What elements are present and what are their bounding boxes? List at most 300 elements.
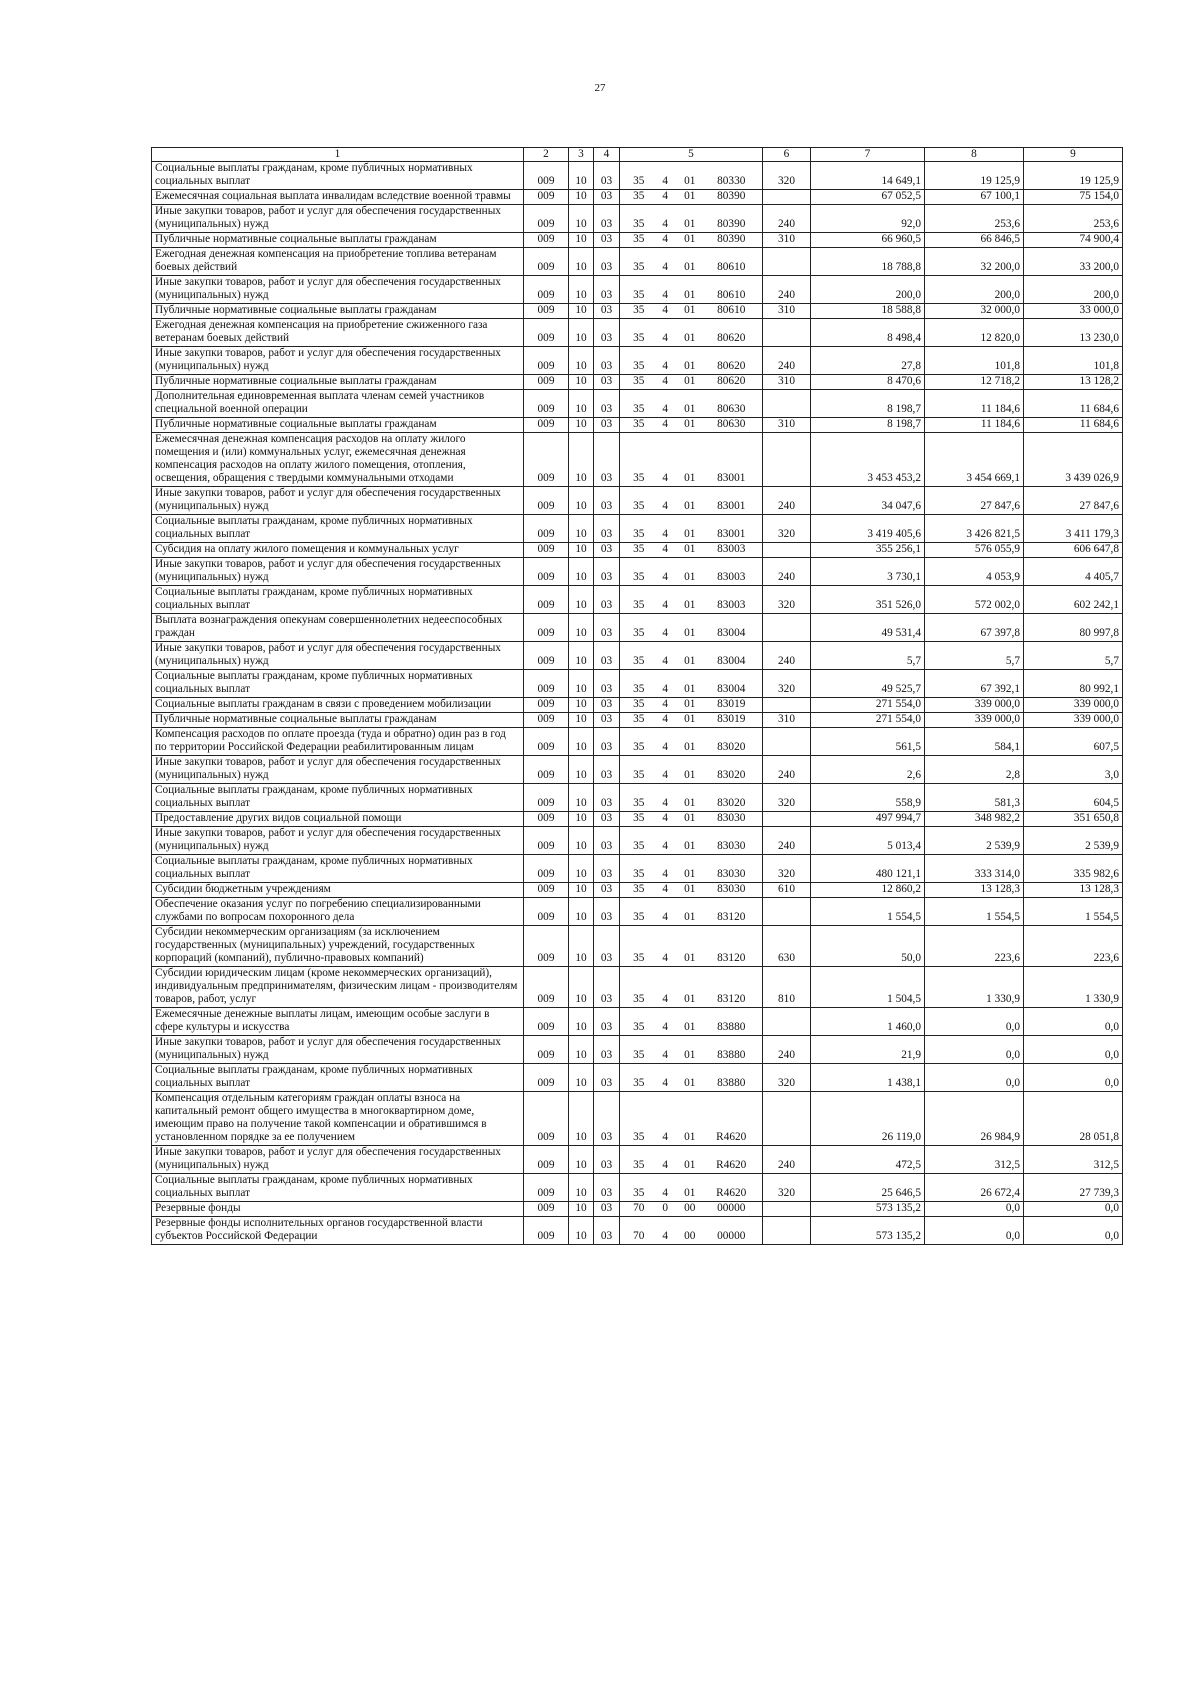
table-row <box>152 190 1123 205</box>
code-target-part: 83120 <box>717 993 746 1005</box>
code-subsection: 03 <box>594 304 620 319</box>
amount-col9: 312,5 <box>1024 1146 1123 1174</box>
code-subsection: 03 <box>594 614 620 642</box>
code-target-part: 80620 <box>717 360 746 372</box>
code-target-part: 35 <box>633 1049 645 1061</box>
table-row <box>152 304 1123 319</box>
amount-col8: 581,3 <box>925 784 1024 812</box>
row-name: Иные закупки товаров, работ и услуг для обеспечения государственных (муниципальных) нужд <box>152 1036 524 1064</box>
amount-col9: 606 647,8 <box>1024 543 1123 558</box>
code-target-part: 35 <box>633 993 645 1005</box>
code-subsection: 03 <box>594 558 620 586</box>
code-expense-type <box>763 1202 811 1217</box>
code-ministry: 009 <box>524 1064 569 1092</box>
code-target-part: 4 <box>662 840 669 852</box>
code-target-part: 4 <box>662 375 669 387</box>
code-section: 10 <box>569 276 594 304</box>
code-target-part: 35 <box>633 713 645 725</box>
amount-col8: 0,0 <box>925 1064 1024 1092</box>
code-ministry: 009 <box>524 1202 569 1217</box>
row-name: Иные закупки товаров, работ и услуг для обеспечения государственных (муниципальных) нужд <box>152 487 524 515</box>
code-subsection: 03 <box>594 883 620 898</box>
code-expense-type <box>763 319 811 347</box>
code-target-part: 35 <box>633 360 645 372</box>
table-row <box>152 670 1123 698</box>
code-expense-type: 630 <box>763 926 811 967</box>
code-ministry: 009 <box>524 1146 569 1174</box>
code-expense-type <box>763 190 811 205</box>
code-target-part: R4620 <box>716 1159 747 1171</box>
code-target-part: 4 <box>662 713 669 725</box>
code-target-part: 01 <box>684 1159 696 1171</box>
code-subsection: 03 <box>594 642 620 670</box>
amount-col9: 253,6 <box>1024 205 1123 233</box>
code-target-part: 80610 <box>717 304 746 316</box>
code-target-part: 4 <box>662 993 669 1005</box>
row-name: Субсидия на оплату жилого помещения и коммунальных услуг <box>152 543 524 558</box>
code-target-part: 35 <box>633 1021 645 1033</box>
row-name: Ежемесячные денежные выплаты лицам, имеющим особые заслуги в сфере культуры и искусства <box>152 1008 524 1036</box>
code-ministry: 009 <box>524 433 569 487</box>
code-target-part: 4 <box>662 233 669 245</box>
code-target-part: 4 <box>662 655 669 667</box>
code-expense-type: 320 <box>763 1174 811 1202</box>
amount-col7: 355 256,1 <box>811 543 925 558</box>
code-target-article <box>620 1092 763 1146</box>
code-target-part: 35 <box>633 741 645 753</box>
header-cell: 5 <box>620 148 763 162</box>
amount-col7: 21,9 <box>811 1036 925 1064</box>
row-name: Социальные выплаты гражданам, кроме публичных нормативных социальных выплат <box>152 1174 524 1202</box>
table-row <box>152 390 1123 418</box>
code-target-part: 35 <box>633 769 645 781</box>
code-target-part: 83003 <box>717 571 746 583</box>
code-expense-type: 310 <box>763 233 811 248</box>
code-target-part: 4 <box>662 1077 669 1089</box>
code-target-article <box>620 855 763 883</box>
code-section: 10 <box>569 1202 594 1217</box>
code-target-part: 01 <box>684 1187 696 1199</box>
table-row <box>152 1217 1123 1245</box>
code-target-part: 35 <box>633 418 645 430</box>
code-target-part: 83003 <box>717 599 746 611</box>
code-ministry: 009 <box>524 1008 569 1036</box>
row-name: Социальные выплаты гражданам, кроме публичных нормативных социальных выплат <box>152 162 524 190</box>
code-expense-type: 240 <box>763 1146 811 1174</box>
row-name: Выплата вознаграждения опекунам совершеннолетних недееспособных граждан <box>152 614 524 642</box>
code-target-part: 83880 <box>717 1021 746 1033</box>
amount-col9: 223,6 <box>1024 926 1123 967</box>
amount-col7: 573 135,2 <box>811 1217 925 1245</box>
code-target-part: 01 <box>684 713 696 725</box>
code-expense-type <box>763 390 811 418</box>
code-target-part: 01 <box>684 403 696 415</box>
code-expense-type: 240 <box>763 1036 811 1064</box>
amount-col7: 3 453 453,2 <box>811 433 925 487</box>
amount-col7: 561,5 <box>811 728 925 756</box>
code-subsection: 03 <box>594 586 620 614</box>
code-target-article <box>620 390 763 418</box>
amount-col8: 2 539,9 <box>925 827 1024 855</box>
amount-col9: 11 684,6 <box>1024 418 1123 433</box>
code-target-part: 4 <box>662 797 669 809</box>
code-target-part: 4 <box>662 360 669 372</box>
row-name: Иные закупки товаров, работ и услуг для обеспечения государственных (муниципальных) нужд <box>152 205 524 233</box>
code-target-article <box>620 812 763 827</box>
code-subsection: 03 <box>594 205 620 233</box>
amount-col9: 3 439 026,9 <box>1024 433 1123 487</box>
code-expense-type <box>763 898 811 926</box>
code-section: 10 <box>569 190 594 205</box>
code-ministry: 009 <box>524 276 569 304</box>
code-ministry: 009 <box>524 543 569 558</box>
amount-col8: 0,0 <box>925 1202 1024 1217</box>
table-row <box>152 375 1123 390</box>
code-target-article <box>620 1202 763 1217</box>
code-section: 10 <box>569 319 594 347</box>
budget-table <box>151 147 1123 1245</box>
table-row <box>152 642 1123 670</box>
code-subsection: 03 <box>594 855 620 883</box>
code-subsection: 03 <box>594 390 620 418</box>
code-expense-type: 320 <box>763 162 811 190</box>
code-target-article <box>620 728 763 756</box>
row-name: Иные закупки товаров, работ и услуг для обеспечения государственных (муниципальных) нужд <box>152 276 524 304</box>
amount-col9: 0,0 <box>1024 1008 1123 1036</box>
amount-col8: 13 128,3 <box>925 883 1024 898</box>
code-target-part: 4 <box>662 571 669 583</box>
code-section: 10 <box>569 205 594 233</box>
code-subsection: 03 <box>594 1092 620 1146</box>
code-target-part: 4 <box>662 418 669 430</box>
code-expense-type <box>763 728 811 756</box>
code-target-part: 80620 <box>717 332 746 344</box>
amount-col7: 66 960,5 <box>811 233 925 248</box>
amount-col9: 339 000,0 <box>1024 713 1123 728</box>
code-target-part: 83120 <box>717 952 746 964</box>
code-section: 10 <box>569 515 594 543</box>
amount-col9: 1 554,5 <box>1024 898 1123 926</box>
table-row <box>152 1146 1123 1174</box>
amount-col8: 0,0 <box>925 1036 1024 1064</box>
code-subsection: 03 <box>594 926 620 967</box>
table-row <box>152 515 1123 543</box>
code-target-part: 01 <box>684 627 696 639</box>
code-target-article <box>620 558 763 586</box>
table-row <box>152 1092 1123 1146</box>
code-section: 10 <box>569 586 594 614</box>
code-target-article <box>620 642 763 670</box>
code-ministry: 009 <box>524 375 569 390</box>
code-section: 10 <box>569 713 594 728</box>
code-target-article <box>620 967 763 1008</box>
code-target-part: 01 <box>684 360 696 372</box>
code-target-part: 00 <box>684 1202 696 1214</box>
amount-col9: 11 684,6 <box>1024 390 1123 418</box>
amount-col8: 67 392,1 <box>925 670 1024 698</box>
code-expense-type: 310 <box>763 375 811 390</box>
amount-col8: 253,6 <box>925 205 1024 233</box>
row-name: Компенсация отдельным категориям граждан оплаты взноса на капитальный ремонт общего имущества в многоквартирном доме, имеющим право на получение такой компенсации и обратившимся в установленном порядке за ее получением <box>152 1092 524 1146</box>
code-target-part: 01 <box>684 1131 696 1143</box>
code-section: 10 <box>569 1092 594 1146</box>
amount-col7: 12 860,2 <box>811 883 925 898</box>
code-target-article <box>620 756 763 784</box>
row-name: Иные закупки товаров, работ и услуг для обеспечения государственных (муниципальных) нужд <box>152 827 524 855</box>
code-target-part: 01 <box>684 698 696 710</box>
amount-col8: 12 718,2 <box>925 375 1024 390</box>
code-target-part: 83004 <box>717 655 746 667</box>
code-target-part: 35 <box>633 797 645 809</box>
code-section: 10 <box>569 248 594 276</box>
amount-col8: 576 055,9 <box>925 543 1024 558</box>
table-row <box>152 784 1123 812</box>
code-target-part: 01 <box>684 840 696 852</box>
row-name: Иные закупки товаров, работ и услуг для обеспечения государственных (муниципальных) нужд <box>152 558 524 586</box>
code-subsection: 03 <box>594 812 620 827</box>
amount-col9: 2 539,9 <box>1024 827 1123 855</box>
code-expense-type: 240 <box>763 642 811 670</box>
code-target-part: 4 <box>662 190 669 202</box>
table-row <box>152 558 1123 586</box>
amount-col7: 67 052,5 <box>811 190 925 205</box>
row-name: Обеспечение оказания услуг по погребению специализированными службами по вопросам похоронного дела <box>152 898 524 926</box>
code-target-part: 4 <box>662 911 669 923</box>
amount-col8: 26 672,4 <box>925 1174 1024 1202</box>
table-row <box>152 1008 1123 1036</box>
code-ministry: 009 <box>524 418 569 433</box>
table-row <box>152 1064 1123 1092</box>
code-section: 10 <box>569 642 594 670</box>
code-subsection: 03 <box>594 670 620 698</box>
code-target-article <box>620 205 763 233</box>
amount-col9: 33 200,0 <box>1024 248 1123 276</box>
table-row <box>152 248 1123 276</box>
code-expense-type: 310 <box>763 418 811 433</box>
code-target-part: 4 <box>662 812 669 824</box>
amount-col7: 50,0 <box>811 926 925 967</box>
code-target-part: 35 <box>633 683 645 695</box>
amount-col7: 8 498,4 <box>811 319 925 347</box>
code-subsection: 03 <box>594 1008 620 1036</box>
code-expense-type: 320 <box>763 1064 811 1092</box>
header-cell: 9 <box>1024 148 1123 162</box>
code-expense-type <box>763 1008 811 1036</box>
table-row <box>152 205 1123 233</box>
code-target-part: 01 <box>684 883 696 895</box>
code-target-part: 4 <box>662 472 669 484</box>
code-expense-type: 240 <box>763 347 811 375</box>
amount-col8: 1 330,9 <box>925 967 1024 1008</box>
code-target-part: 83120 <box>717 911 746 923</box>
row-name: Публичные нормативные социальные выплаты гражданам <box>152 713 524 728</box>
code-section: 10 <box>569 898 594 926</box>
code-section: 10 <box>569 558 594 586</box>
amount-col7: 3 419 405,6 <box>811 515 925 543</box>
amount-col9: 13 128,2 <box>1024 375 1123 390</box>
code-expense-type: 240 <box>763 558 811 586</box>
amount-col7: 497 994,7 <box>811 812 925 827</box>
code-target-part: 35 <box>633 812 645 824</box>
row-name: Ежегодная денежная компенсация на приобретение топлива ветеранам боевых действий <box>152 248 524 276</box>
code-target-part: 01 <box>684 769 696 781</box>
amount-col7: 1 554,5 <box>811 898 925 926</box>
code-ministry: 009 <box>524 728 569 756</box>
code-ministry: 009 <box>524 855 569 883</box>
amount-col9: 4 405,7 <box>1024 558 1123 586</box>
code-section: 10 <box>569 418 594 433</box>
amount-col7: 26 119,0 <box>811 1092 925 1146</box>
code-ministry: 009 <box>524 614 569 642</box>
code-section: 10 <box>569 926 594 967</box>
code-target-part: 35 <box>633 868 645 880</box>
code-ministry: 009 <box>524 515 569 543</box>
code-target-part: 83030 <box>717 840 746 852</box>
code-target-part: 01 <box>684 911 696 923</box>
code-section: 10 <box>569 827 594 855</box>
code-ministry: 009 <box>524 713 569 728</box>
code-section: 10 <box>569 1174 594 1202</box>
code-target-part: 4 <box>662 403 669 415</box>
header-cell: 2 <box>524 148 569 162</box>
amount-col8: 572 002,0 <box>925 586 1024 614</box>
code-target-part: 01 <box>684 175 696 187</box>
code-ministry: 009 <box>524 1174 569 1202</box>
table-row <box>152 433 1123 487</box>
code-target-part: 01 <box>684 741 696 753</box>
code-subsection: 03 <box>594 713 620 728</box>
code-ministry: 009 <box>524 926 569 967</box>
code-target-part: 01 <box>684 233 696 245</box>
code-expense-type: 320 <box>763 784 811 812</box>
amount-col7: 1 504,5 <box>811 967 925 1008</box>
row-name: Социальные выплаты гражданам, кроме публичных нормативных социальных выплат <box>152 670 524 698</box>
code-target-part: 83001 <box>717 500 746 512</box>
code-ministry: 009 <box>524 756 569 784</box>
amount-col7: 351 526,0 <box>811 586 925 614</box>
code-target-part: 01 <box>684 571 696 583</box>
amount-col7: 92,0 <box>811 205 925 233</box>
code-target-article <box>620 487 763 515</box>
code-target-part: 70 <box>633 1202 645 1214</box>
amount-col7: 271 554,0 <box>811 698 925 713</box>
code-subsection: 03 <box>594 967 620 1008</box>
code-target-article <box>620 1174 763 1202</box>
code-target-article <box>620 190 763 205</box>
code-target-part: 01 <box>684 190 696 202</box>
code-target-part: 01 <box>684 599 696 611</box>
code-ministry: 009 <box>524 319 569 347</box>
code-target-part: 01 <box>684 683 696 695</box>
amount-col9: 607,5 <box>1024 728 1123 756</box>
code-ministry: 009 <box>524 390 569 418</box>
amount-col7: 1 438,1 <box>811 1064 925 1092</box>
code-target-part: 4 <box>662 1230 669 1242</box>
code-target-part: 80330 <box>717 175 746 187</box>
amount-col9: 80 992,1 <box>1024 670 1123 698</box>
amount-col8: 584,1 <box>925 728 1024 756</box>
code-ministry: 009 <box>524 558 569 586</box>
row-name: Резервные фонды <box>152 1202 524 1217</box>
code-expense-type <box>763 812 811 827</box>
code-section: 10 <box>569 883 594 898</box>
code-subsection: 03 <box>594 190 620 205</box>
code-target-part: 01 <box>684 304 696 316</box>
amount-col7: 49 525,7 <box>811 670 925 698</box>
table-row <box>152 347 1123 375</box>
amount-col9: 27 739,3 <box>1024 1174 1123 1202</box>
table-row <box>152 1202 1123 1217</box>
code-target-article <box>620 883 763 898</box>
amount-col9: 80 997,8 <box>1024 614 1123 642</box>
code-target-part: 80630 <box>717 418 746 430</box>
row-name: Субсидии юридическим лицам (кроме некоммерческих организаций), индивидуальным предпринимателям, физическим лицам - производителям товаров, работ, услуг <box>152 967 524 1008</box>
table-row <box>152 713 1123 728</box>
row-name: Социальные выплаты гражданам, кроме публичных нормативных социальных выплат <box>152 515 524 543</box>
code-target-part: 4 <box>662 218 669 230</box>
code-target-part: 4 <box>662 741 669 753</box>
code-target-part: 35 <box>633 883 645 895</box>
code-target-article <box>620 898 763 926</box>
amount-col8: 11 184,6 <box>925 390 1024 418</box>
code-subsection: 03 <box>594 375 620 390</box>
code-section: 10 <box>569 1146 594 1174</box>
amount-col8: 0,0 <box>925 1217 1024 1245</box>
code-section: 10 <box>569 433 594 487</box>
amount-col7: 18 588,8 <box>811 304 925 319</box>
amount-col8: 66 846,5 <box>925 233 1024 248</box>
code-target-part: 83020 <box>717 769 746 781</box>
code-target-part: 4 <box>662 627 669 639</box>
amount-col9: 33 000,0 <box>1024 304 1123 319</box>
amount-col9: 75 154,0 <box>1024 190 1123 205</box>
code-section: 10 <box>569 543 594 558</box>
amount-col9: 351 650,8 <box>1024 812 1123 827</box>
code-target-article <box>620 1146 763 1174</box>
code-target-part: 4 <box>662 1131 669 1143</box>
row-name: Социальные выплаты гражданам, кроме публичных нормативных социальных выплат <box>152 586 524 614</box>
amount-col8: 2,8 <box>925 756 1024 784</box>
amount-col8: 101,8 <box>925 347 1024 375</box>
code-section: 10 <box>569 967 594 1008</box>
code-subsection: 03 <box>594 1064 620 1092</box>
row-name: Ежегодная денежная компенсация на приобретение сжиженного газа ветеранам боевых действий <box>152 319 524 347</box>
row-name: Иные закупки товаров, работ и услуг для обеспечения государственных (муниципальных) нужд <box>152 347 524 375</box>
code-section: 10 <box>569 487 594 515</box>
code-target-part: 4 <box>662 1021 669 1033</box>
code-target-part: 35 <box>633 218 645 230</box>
amount-col8: 339 000,0 <box>925 713 1024 728</box>
amount-col9: 604,5 <box>1024 784 1123 812</box>
code-target-part: 35 <box>633 911 645 923</box>
code-subsection: 03 <box>594 1146 620 1174</box>
amount-col7: 18 788,8 <box>811 248 925 276</box>
amount-col7: 2,6 <box>811 756 925 784</box>
code-target-part: R4620 <box>716 1131 747 1143</box>
amount-col9: 335 982,6 <box>1024 855 1123 883</box>
code-target-part: 35 <box>633 1187 645 1199</box>
code-expense-type: 320 <box>763 515 811 543</box>
header-cell: 7 <box>811 148 925 162</box>
row-name: Публичные нормативные социальные выплаты гражданам <box>152 418 524 433</box>
code-expense-type: 320 <box>763 670 811 698</box>
code-ministry: 009 <box>524 487 569 515</box>
code-section: 10 <box>569 375 594 390</box>
code-ministry: 009 <box>524 967 569 1008</box>
code-target-article <box>620 1064 763 1092</box>
amount-col9: 13 230,0 <box>1024 319 1123 347</box>
amount-col8: 19 125,9 <box>925 162 1024 190</box>
